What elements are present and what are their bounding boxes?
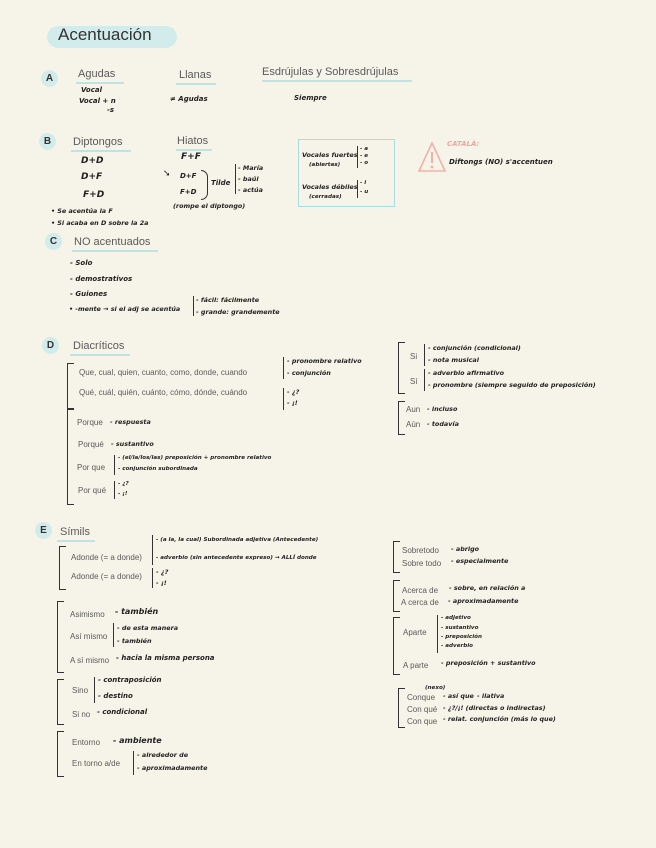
que-brace [283,357,284,379]
porque-word: Porque [77,418,103,427]
agudas-vocal: Vocal [81,86,102,94]
vocal-i: - i [360,180,367,186]
por-que-brace [114,455,115,475]
con-que2-word: Con que [407,717,438,726]
aun-word: Aun [406,405,421,414]
entorno-def: - ambiente [113,736,162,745]
vocal-a: - a [360,146,369,152]
por-que-q-b: - ¡! [118,491,128,497]
hiato-ff: F+F [181,152,201,162]
llanas-underline [176,83,216,85]
hiato-tilde: Tilde [211,179,231,187]
sobretodo-def: - abrigo [451,545,480,553]
con-que-word: Con qué [407,705,438,714]
acerca-def: - sobre, en relación a [449,584,526,592]
si-def-a: - conjunción (condicional) [428,344,521,352]
porque-bracket [67,409,74,505]
en-torno-def-b: - aproximadamente [137,764,208,772]
esdrujulas-rule: Siempre [294,94,327,102]
hiato-brace-icon [201,170,208,200]
diacriticos-underline [70,354,130,356]
entorno-bracket [57,731,64,777]
sino-brace [94,677,95,703]
similes-heading: Símils [60,526,90,538]
diptongo-fd: F+D [83,190,105,200]
conque-bracket [398,688,405,728]
sino-def-b: - destino [98,692,133,700]
hiato-rompe: (rompe el diptongo) [173,202,246,210]
si-tilde-def-b: - pronombre (siempre seguido de preposición) [428,381,596,389]
con-que2-def: - relat. conjunción (más lo que) [443,715,556,723]
que-interrogativo: Qué, cuál, quién, cuánto, cómo, dónde, cuándo [79,388,248,397]
agudas-underline [76,82,124,84]
hiato-df: D+F [180,172,197,180]
que-conjuncion: - conjunción [287,369,331,377]
similes-underline [57,540,95,542]
hiatos-heading: Hiatos [177,135,209,147]
c-mente-facil: - fácil: fácilmente [196,296,260,304]
conque-tag: - ilativa [477,692,505,700]
diptongos-heading: Diptongos [73,136,123,148]
por-que-q-word: Por qué [78,486,107,495]
si-bracket [398,342,405,394]
por-que-q-a: - ¿? [118,481,129,487]
section-a-badge: A [41,70,58,87]
diptongo-note1: • Se acentúa la F [51,207,113,215]
adonde-int-q: - ¿? [156,568,169,576]
diptongo-dd: D+D [81,156,104,166]
hiatos-underline [176,149,212,151]
adonde-rel: Adonde (= a donde) [71,553,142,562]
si-def-b: - nota musical [428,356,479,364]
aparte-adverbio: - adverbio [441,643,474,649]
vocales-debiles: Vocales débiles [302,183,358,191]
acerca-word: Acerca de [402,586,439,595]
vocales-fuertes-sub: (abiertas) [309,162,341,168]
vocal-e: - e [360,153,369,159]
sino-bracket [57,679,64,725]
adonde-int-brace [152,568,153,588]
hiato-options-brace [235,164,236,194]
porque-noun: Porqué [78,440,104,449]
esdrujulas-underline [262,80,412,82]
que-int-e: - ¡! [287,399,298,407]
sobretodo-word: Sobretodo [402,546,439,555]
no-acentuados-underline [72,250,158,252]
a-cerca-word: A cerca de [401,598,439,607]
section-d-badge: D [42,337,59,354]
sino-word: Sino [72,686,89,695]
a-parte-def: - preposición + sustantivo [441,659,536,667]
a-parte-word: A parte [403,661,429,670]
adonde-int: Adonde (= a donde) [71,572,142,581]
a-cerca-def: - aproximadamente [448,597,519,605]
c-mente-grande: - grande: grandemente [196,308,280,316]
vocales-fuertes: Vocales fuertes [302,151,358,159]
si-tilde-brace [424,369,425,391]
que-pronombre: - pronombre relativo [287,357,362,365]
asimismo-word: Asimismo [70,610,105,619]
porque-def: - respuesta [110,418,151,426]
en-torno-word: En torno a/de [72,759,121,768]
si-no-def: - condicional [97,708,148,716]
hiato-opt-actua: - actúa [238,186,263,194]
aun-tilde-def: - todavía [427,420,459,428]
c-item-demostrativos: - demostrativos [70,275,133,283]
aparte-brace [437,615,438,653]
asimismo-bracket [57,601,64,673]
c-mente: • -mente → si el adj se acentúa [69,305,181,313]
aun-tilde-word: Aún [406,420,421,429]
agudas-s: -s [107,106,115,114]
por-que-def-a: - (el/la/los/las) preposición + pronombre relativo [118,455,272,461]
diptongos-underline [71,150,131,152]
que-bracket [67,363,74,409]
sobre-todo-word: Sobre todo [402,559,442,568]
aparte-word: Aparte [403,628,427,637]
hiato-fd: F+D [180,188,197,196]
que-int-q: - ¿? [287,388,300,396]
asimismo2-word: Así mismo [70,632,108,641]
agudas-heading: Agudas [78,68,116,80]
aparte-bracket [393,617,400,675]
diptongo-df: D+F [81,172,103,182]
conque-note: (nexo) [425,685,446,691]
sobretodo-bracket [393,541,400,573]
c-item-solo: - Solo [70,259,93,267]
aparte-sustantivo: - sustantivo [441,625,479,631]
sobre-todo-def: - especialmente [451,557,509,565]
debiles-brace [357,180,358,198]
por-que-def-b: - conjunción subordinada [118,466,198,472]
acerca-bracket [393,580,400,612]
por-que-word: Por que [77,463,106,472]
c-item-guiones: - Guiones [70,290,108,298]
section-e-badge: E [35,522,52,539]
vocales-debiles-sub: (cerradas) [309,194,342,200]
no-acentuados-heading: NO acentuados [74,236,151,248]
hiato-opt-maria: - María [238,164,264,172]
catala-label: CATALÀ: [447,140,480,148]
section-b-badge: B [39,133,56,150]
hiato-arrow-icon: ➘ [163,169,171,179]
llanas-heading: Llanas [179,69,212,81]
adonde-int-e: - ¡! [156,579,167,587]
aun-bracket [398,401,405,435]
vocal-u: - u [360,189,369,195]
conque-word: Conque [407,693,436,702]
en-torno-def-a: - alrededor de [137,751,189,759]
esdrujulas-heading: Esdrújulas y Sobresdrújulas [262,66,399,78]
diacriticos-heading: Diacríticos [73,340,125,352]
si-tilde-word: Sí [410,377,418,386]
mente-brace [193,296,194,316]
si-tilde-def-a: - adverbio afirmativo [428,369,505,377]
asimismo-def: - también [115,607,159,616]
hiato-opt-baul: - baúl [238,175,259,183]
vocal-o: - o [360,160,369,166]
diptongo-note2: • Si acaba en D sobre la 2a [51,219,149,227]
aun-def: - incluso [427,405,458,413]
si-no-word: Si no [72,710,91,719]
page-title: Acentuación [58,25,152,44]
entorno-word: Entorno [72,738,101,747]
catala-text: Diftongs (NO) s'accentuen [449,158,553,166]
fuertes-brace [357,146,358,168]
adonde-rel-def-b: - adverbio (sin antecedente expreso) → ALLÍ donde [156,555,317,561]
asimismo3-def: - hacia la misma persona [116,654,215,662]
si-word: Si [410,352,418,361]
con-que-def: - ¿?/¡! (directas o indirectas) [443,704,546,712]
agudas-vocal-n: Vocal + n [79,97,116,105]
en-torno-brace [133,751,134,775]
asimismo2-brace [113,623,114,647]
section-c-badge: C [45,233,62,250]
por-que-q-brace [114,481,115,499]
si-brace [424,344,425,366]
adonde-bracket [59,546,66,590]
sino-def-a: - contraposición [98,676,162,684]
que-int-brace [283,388,284,410]
asimismo2-def-b: - también [117,637,152,645]
asimismo2-def-a: - de esta manera [117,624,179,632]
warning-icon [417,141,447,178]
adonde-rel-brace [152,535,153,565]
aparte-preposicion: - preposición [441,634,482,640]
conque-def: - así que [443,692,474,700]
asimismo3-word: A sí mismo [70,656,110,665]
aparte-adjetivo: - adjetivo [441,615,471,621]
porque-noun-def: - sustantivo [111,440,154,448]
que-relativo: Que, cual, quien, cuanto, como, donde, cuando [79,368,248,377]
llanas-rule: ≠ Agudas [170,95,208,103]
adonde-rel-def-a: - (a la, la cual) Subordinada adjetiva (Antecedente) [156,537,319,543]
